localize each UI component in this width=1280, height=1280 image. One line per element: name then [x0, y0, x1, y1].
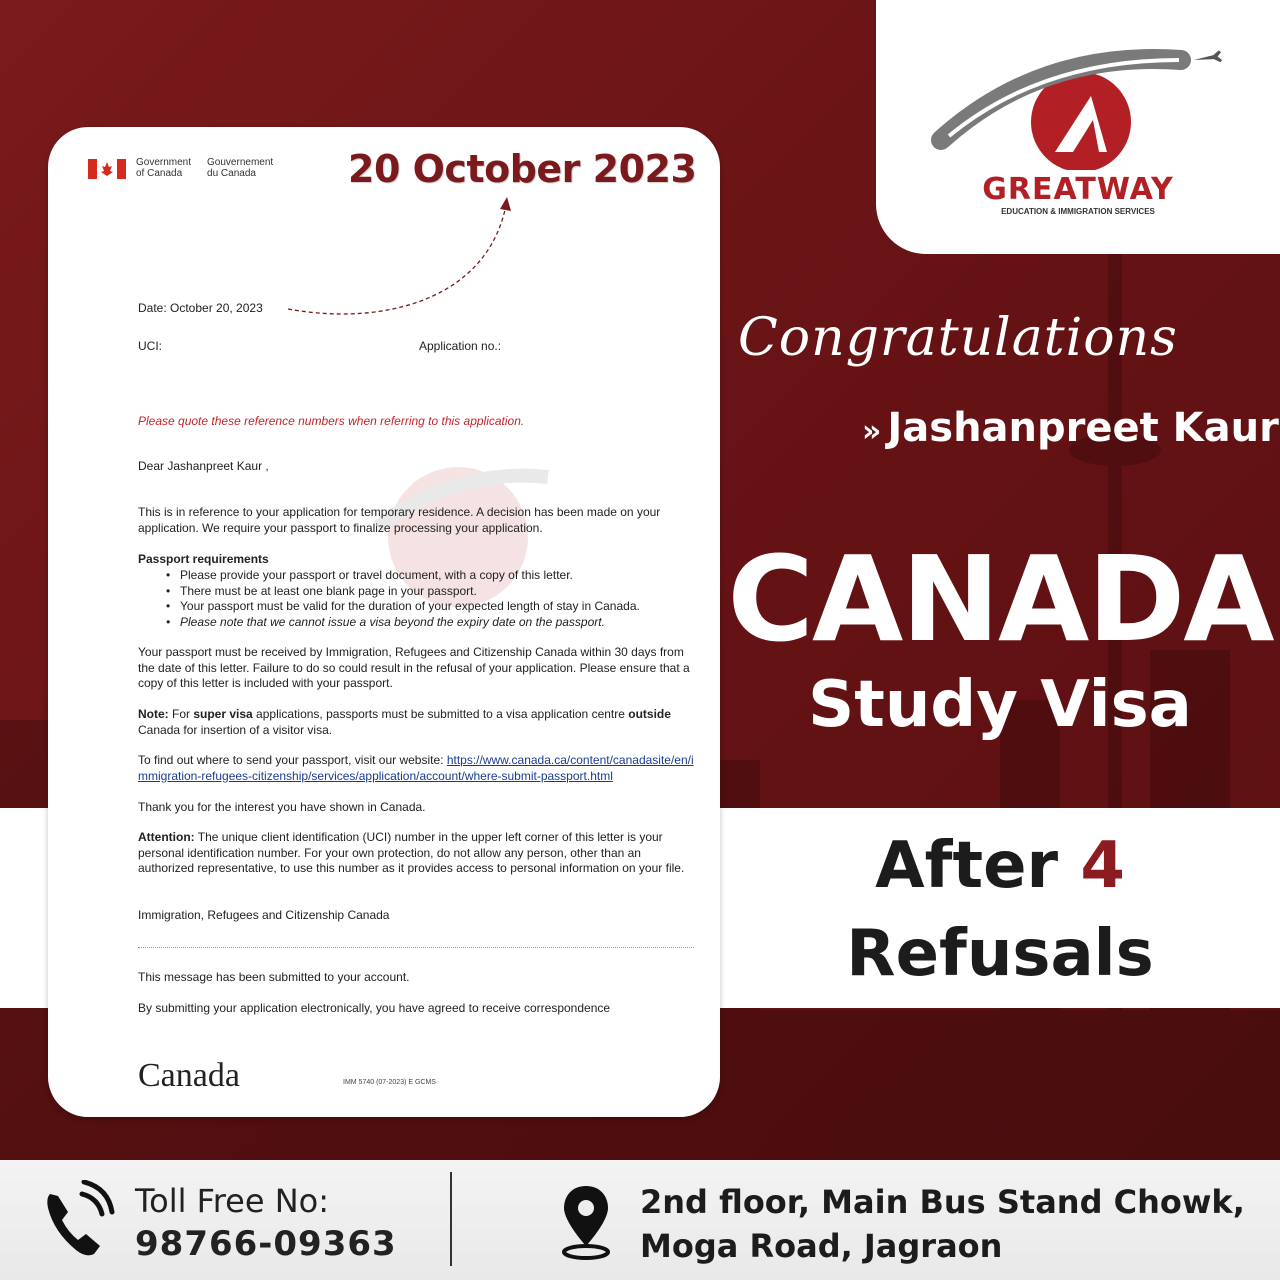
reference-note: Please quote these reference numbers when referring to this application.: [138, 414, 525, 428]
brand-name: GREATWAY: [982, 172, 1174, 207]
footer-divider: [450, 1172, 452, 1266]
electronic-line: By submitting your application electronically, you have agreed to receive correspondence: [138, 1001, 611, 1015]
form-code: IMM 5740 (07-2023) E GCMS: [343, 1079, 436, 1086]
government-header: [88, 157, 273, 179]
address: 2nd floor, Main Bus Stand Chowk, Moga Road, Jagraon: [640, 1183, 1245, 1265]
country-heading: CANADA: [727, 530, 1273, 668]
where-submit-passport-link[interactable]: https://www.canada.ca/content/canadasite/en/immigration-refugees-citizenship/services/application/account/where-submit-passport.html: [138, 753, 694, 783]
toll-free-number[interactable]: 98766-09363: [135, 1224, 397, 1264]
list-item: • Your passport must be valid for the duration of your expected length of stay in Canada.: [180, 599, 698, 615]
greatway-logo-icon: [931, 40, 1231, 170]
thanks-line: Thank you for the interest you have shown in Canada.: [138, 800, 426, 814]
highlight-date: 20 October 2023: [348, 147, 697, 191]
gov-english: Government of Canada: [136, 157, 192, 179]
uci-label: UCI:: [138, 339, 162, 353]
date-line: Date: October 20, 2023: [138, 301, 263, 315]
passport-heading: Passport requirements: [138, 552, 269, 566]
airplane-icon: [1193, 50, 1222, 66]
passport-list: [138, 568, 698, 630]
canada-wordmark: Canada: [138, 1057, 240, 1094]
paragraph-decision: This is in reference to your application for temporary residence. A decision has been made on your application. We require your passport to finalize processing your application.: [138, 505, 661, 535]
note-paragraph: Note: For super visa applications, passports must be submitted to a visa application centre outside Canada for insertion of a visitor visa.: [138, 707, 671, 737]
congratulations-heading: Congratulations: [738, 308, 1178, 368]
student-name: » Jashanpreet Kaur: [862, 405, 1279, 451]
visa-type: Study Visa: [808, 668, 1192, 742]
list-item: • Please note that we cannot issue a visa beyond the expiry date on the passport.: [180, 615, 698, 631]
toll-free-label: Toll Free No:: [135, 1182, 330, 1220]
divider: [138, 947, 694, 948]
phone-icon: [42, 1180, 116, 1260]
chevron-right-icon: »: [862, 414, 882, 449]
submitted-line: This message has been submitted to your account.: [138, 970, 410, 984]
refusal-count: After 4 Refusals: [846, 829, 1154, 991]
location-pin-icon: [560, 1184, 612, 1260]
list-item: • There must be at least one blank page in your passport.: [180, 584, 698, 600]
contact-footer: [0, 1160, 1280, 1280]
brand-logo-card: [876, 0, 1280, 254]
canada-flag-icon: [88, 159, 126, 179]
approval-letter: [48, 127, 720, 1117]
signature: Immigration, Refugees and Citizenship Canada: [138, 908, 390, 922]
find-paragraph: To find out where to send your passport, visit our website: https://www.canada.ca/content/canadasite/en/immigration-refugees-citizenship/services/application/account/where-submit-passport.html: [138, 753, 694, 783]
application-no-label: Application no.:: [419, 339, 502, 353]
list-item: • Please provide your passport or travel document, with a copy of this letter.: [180, 568, 698, 584]
brand-tagline: EDUCATION & IMMIGRATION SERVICES: [1001, 207, 1155, 216]
greeting: Dear Jashanpreet Kaur ,: [138, 459, 269, 473]
gov-french: Gouvernement du Canada: [207, 157, 274, 179]
paragraph-deadline: Your passport must be received by Immigration, Refugees and Citizenship Canada within 30 days from the date of this letter. Failure to do so could result in the refusal of your application. Please ensure that a copy of this letter is included with your passport.: [138, 645, 690, 690]
attention-paragraph: Attention: The unique client identification (UCI) number in the upper left corner of this letter is your personal identification number. For your own protection, do not allow any person, other than an authorized representative, to use this number as it provides access to personal information on your file.: [138, 830, 685, 875]
